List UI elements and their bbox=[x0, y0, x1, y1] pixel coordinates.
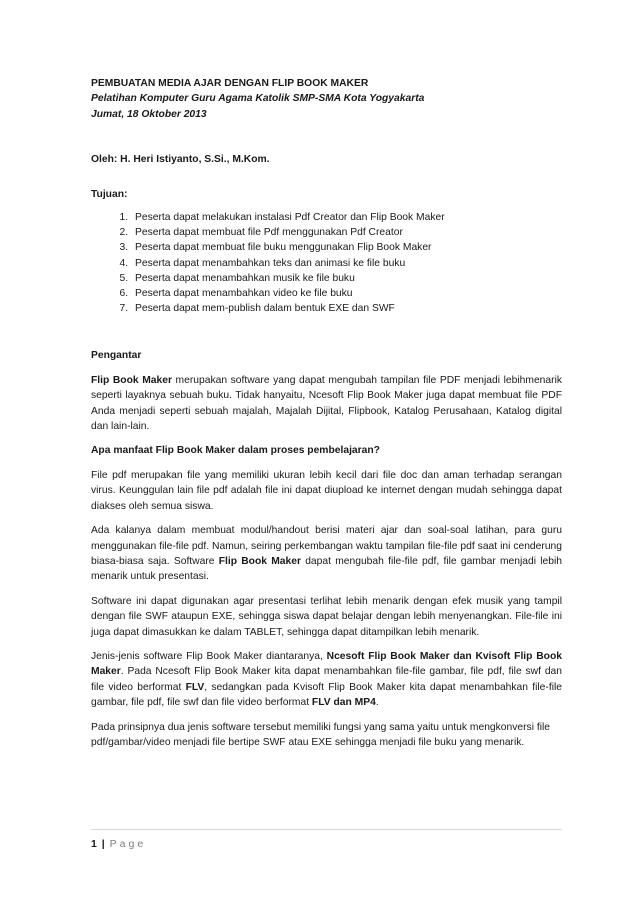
goal-item: 1. Peserta dapat melakukan instalasi Pdf Creator dan Flip Book Maker bbox=[131, 210, 562, 225]
page-footer bbox=[91, 838, 146, 850]
types-text-a: Jenis-jenis software Flip Book Maker diantaranya, bbox=[91, 650, 327, 662]
event-subtitle: Pelatihan Komputer Guru Agama Katolik SMP-SMA Kota Yogyakarta bbox=[91, 93, 425, 105]
intro-paragraph-text: merupakan software yang dapat mengubah tampilan file PDF menjadi lebihmenarik seperti layaknya sebuah buku. Tidak hanyaitu, Ncesoft Flip Book Maker juga dapat membuat file PDF Anda menjadi seperti sebuah majalah, Majalah Dijital, Flipbook, Katalog Perusahaan, Katalog digital dan lain-lain. bbox=[91, 374, 563, 433]
software-types-paragraph bbox=[91, 649, 562, 711]
page-label: Page bbox=[109, 838, 147, 850]
module-paragraph-text-a: Ada kalanya dalam membuat modul/handout berisi materi ajar dan soal-soal latihan, para guru menggunakan file-file pdf. Namun, seiring perkembangan waktu tampilan file-file pdf saat ini cenderung biasa-biasa saja. Software bbox=[91, 525, 562, 567]
goals-heading: Tujuan: bbox=[91, 188, 128, 200]
product-name: Flip Book Maker bbox=[91, 374, 172, 386]
goal-item: 2. Peserta dapat membuat file Pdf menggunakan Pdf Creator bbox=[131, 225, 562, 240]
pdf-paragraph: File pdf merupakan file yang memiliki ukuran lebih kecil dari file doc dan aman terhadap serangan virus. Keunggulan lain file pdf adalah file ini dapat diupload ke internet dengan mudah sehingga dapat diakses oleh semua siswa. bbox=[91, 469, 562, 512]
intro-heading: Pengantar bbox=[91, 350, 142, 362]
page-content bbox=[91, 76, 562, 750]
goal-item: 3. Peserta dapat membuat file buku menggunakan Flip Book Maker bbox=[131, 240, 562, 255]
goal-item: 4. Peserta dapat menambahkan teks dan animasi ke file buku bbox=[131, 256, 562, 271]
software-names: Ncesoft Flip Book Maker dan Kvisoft Flip Book Maker bbox=[91, 650, 562, 678]
format-flv: FLV bbox=[185, 681, 205, 693]
presentation-paragraph: Software ini dapat digunakan agar presentasi terlihat lebih menarik dengan efek musik yang tampil dengan file SWF ataupun EXE, sehingga siswa dapat belajar dengan lebih menyenangkan. File-file ini juga dapat dimasukkan ke dalam TABLET, sehingga dapat ditampilkan lebih menarik. bbox=[91, 595, 562, 638]
product-name: Flip Book Maker bbox=[218, 555, 301, 567]
types-text-b: . Pada Ncesoft Flip Book Maker kita dapat menambahkan file-file gambar, file pdf, file swf dan file video berformat bbox=[91, 666, 562, 693]
footer-separator: | bbox=[101, 838, 105, 850]
goal-item: 7. Peserta dapat mem-publish dalam bentuk EXE dan SWF bbox=[131, 301, 562, 316]
goals-list bbox=[91, 210, 562, 316]
event-date: Jumat, 18 Oktober 2013 bbox=[91, 108, 207, 120]
principle-paragraph: Pada prinsipnya dua jenis software tersebut memiliki fungsi yang sama yaitu untuk mengkonversi file pdf/gambar/video menjadi file bertipe SWF atau EXE sehingga menjadi file buku yang menarik. bbox=[91, 721, 551, 748]
format-flv-mp4: FLV dan MP4 bbox=[311, 697, 376, 709]
footer-divider bbox=[91, 829, 562, 830]
intro-paragraph bbox=[91, 373, 562, 435]
page-number: 1 bbox=[91, 838, 97, 850]
module-paragraph-text-b: dapat mengubah file-file pdf, file gambar menjadi lebih menarik untuk presentasi. bbox=[91, 555, 563, 583]
author-line: Oleh: H. Heri Istiyanto, S.Si., M.Kom. bbox=[91, 154, 270, 166]
benefit-question: Apa manfaat Flip Book Maker dalam proses pembelajaran? bbox=[91, 445, 380, 457]
goal-item: 6. Peserta dapat menambahkan video ke file buku bbox=[131, 286, 562, 301]
types-text-c: , sedangkan pada Kvisoft Flip Book Maker kita dapat menambahkan file-file gambar, file pdf, file swf dan file video berformat bbox=[91, 681, 562, 709]
types-text-d: . bbox=[375, 697, 379, 709]
goal-item: 5. Peserta dapat menambahkan musik ke file buku bbox=[131, 271, 562, 286]
document-title: PEMBUATAN MEDIA AJAR DENGAN FLIP BOOK MAKER bbox=[91, 78, 369, 89]
module-paragraph bbox=[91, 523, 562, 585]
